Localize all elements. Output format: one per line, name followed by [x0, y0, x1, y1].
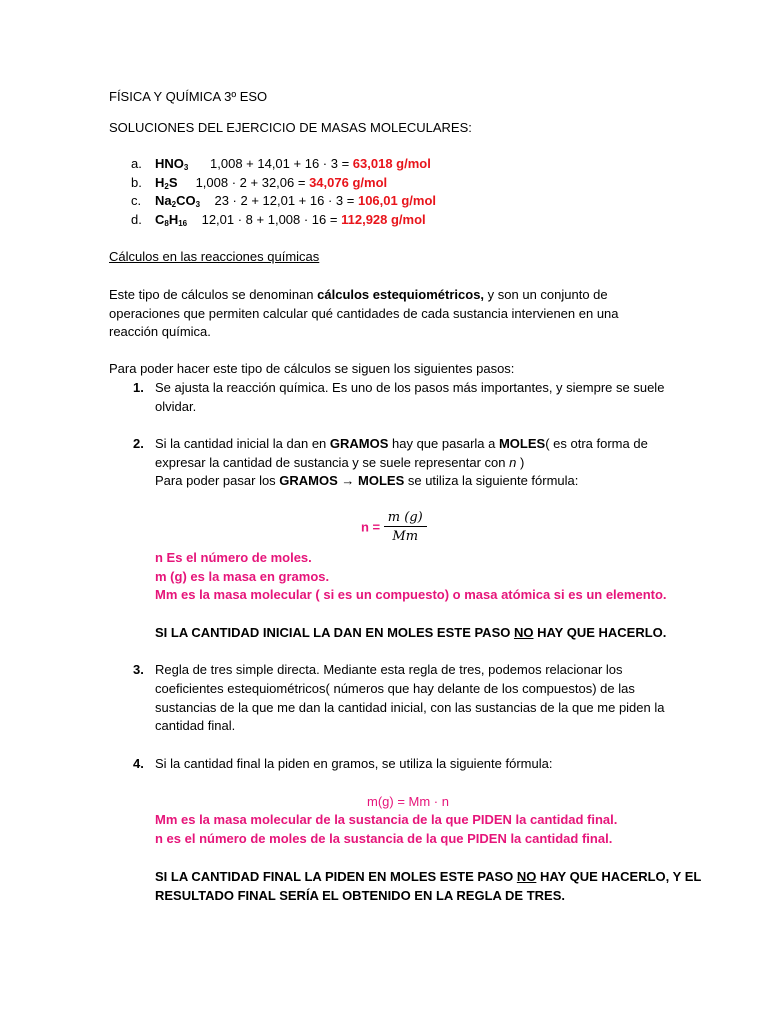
mass-formula: m(g) = Mm · n — [367, 794, 449, 809]
step-4-line-1: 4. Si la cantidad final la piden en gramos, se utiliza la siguiente fórmula: — [133, 756, 553, 771]
result-value: 63,018 g/mol — [352, 156, 431, 171]
definition-mm: Mm es la masa molecular ( si es un compuesto) o masa atómica si es un elemento. — [155, 587, 667, 602]
step-3-line-1: 3. Regla de tres simple directa. Mediante esta regla de tres, podemos relacionar los — [133, 662, 623, 677]
formula: $HNO_3$ — [155, 156, 189, 172]
definition-n: n Es el número de moles. — [155, 550, 312, 565]
calculation: 12,01 · 8 + 1,008 · 16 = — [201, 212, 338, 227]
intro-line-1: Este tipo de cálculos se denominan cálculos estequiométricos, y son un conjunto de — [109, 287, 608, 302]
step-1-line-2: olvidar. — [155, 399, 197, 414]
calculation: 23 · 2 + 12,01 + 16 · 3 = — [214, 193, 355, 208]
list-marker: d. — [131, 212, 142, 227]
formula-lhs: n = — [361, 519, 381, 535]
page-title: FÍSICA Y QUÍMICA 3º ESO — [109, 89, 268, 104]
formula: $C_8H_{16}$ — [155, 212, 188, 228]
definition-m: m (g) es la masa en gramos. — [155, 569, 330, 584]
mass-item-d — [131, 211, 426, 233]
step-4-note-1: SI LA CANTIDAD FINAL LA PIDEN EN MOLES ESTE PASO NO HAY QUE HACERLO, Y EL — [155, 869, 702, 884]
section-heading: Cálculos en las reacciones químicas — [109, 249, 320, 264]
intro-line-2: operaciones que permiten calcular qué cantidades de cada sustancia intervienen en una — [109, 306, 619, 321]
result-value: 34,076 g/mol — [309, 175, 388, 190]
formula-fraction — [384, 510, 427, 544]
list-marker: b. — [131, 175, 142, 190]
calculation: 1,008 · 2 + 32,06 = — [195, 175, 306, 190]
step-2-line-3: Para poder pasar los GRAMOS → MOLES se utiliza la siguiente fórmula: — [155, 473, 579, 488]
result-value: 106,01 g/mol — [357, 193, 437, 208]
list-marker: c. — [131, 193, 142, 208]
step-4-note-2: RESULTADO FINAL SERÍA EL OBTENIDO EN LA REGLA DE TRES. — [155, 888, 566, 903]
step-3-line-2: coeficientes estequiométricos( números que hay delante de los compuestos) de las — [155, 681, 635, 696]
step-2-line-1: 2. Si la cantidad inicial la dan en GRAMOS hay que pasarla a MOLES( es otra forma de — [133, 436, 648, 451]
list-marker: a. — [131, 156, 142, 171]
step-1-line-1: 1. Se ajusta la reacción química. Es uno de los pasos más importantes, y siempre se suele — [133, 380, 665, 395]
moles-formula — [361, 510, 427, 544]
steps-intro: Para poder hacer este tipo de cálculos se siguen los siguientes pasos: — [109, 361, 515, 376]
step-2-line-2: expresar la cantidad de sustancia y se suele representar con n ) — [155, 455, 525, 470]
calculation: 1,008 + 14,01 + 16 · 3 = — [210, 156, 350, 171]
exercise-subtitle: SOLUCIONES DEL EJERCICIO DE MASAS MOLECULARES: — [109, 120, 472, 135]
definition-mm-final: Mm es la masa molecular de la sustancia de la que PIDEN la cantidad final. — [155, 812, 618, 827]
formula: $H_2S$ — [155, 175, 178, 191]
formula-numerator: m (g) — [384, 510, 427, 527]
intro-line-3: reacción química. — [109, 324, 211, 339]
definition-n-final: n es el número de moles de la sustancia de la que PIDEN la cantidad final. — [155, 831, 613, 846]
step-3-line-3: sustancias de la que me dan la cantidad inicial, con las sustancias de la que me piden la — [155, 700, 665, 715]
result-value: 112,928 g/mol — [341, 212, 426, 227]
formula-denominator: Mm — [392, 529, 419, 544]
step-3-line-4: cantidad final. — [155, 718, 236, 733]
step-2-note: SI LA CANTIDAD INICIAL LA DAN EN MOLES ESTE PASO NO HAY QUE HACERLO. — [155, 625, 667, 640]
formula: $Na_2CO_3$ — [155, 193, 201, 209]
